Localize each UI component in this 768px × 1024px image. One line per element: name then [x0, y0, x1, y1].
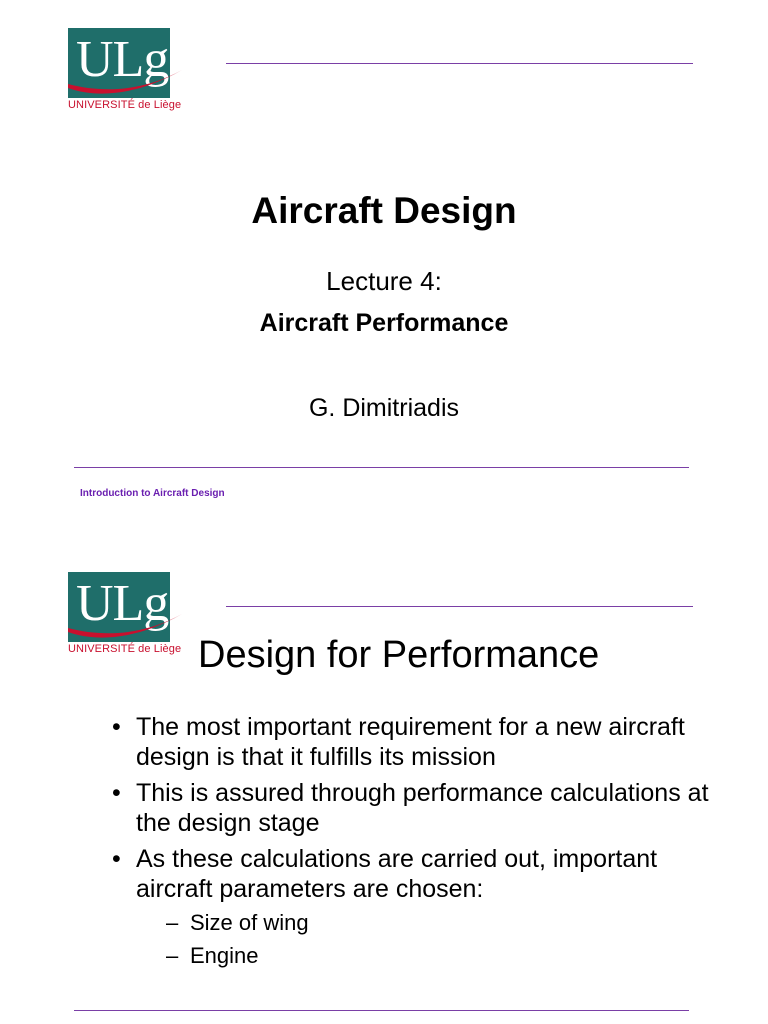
logo-letters: ULg [76, 31, 169, 88]
lecture-subtitle: Aircraft Performance [259, 309, 509, 337]
sub-bullet-list [136, 906, 732, 972]
logo-letters: ULg [76, 575, 169, 632]
ulg-logo [66, 28, 184, 114]
list-item [112, 778, 732, 838]
logo-university-name: UNIVERSITÉ de Liège [68, 643, 182, 655]
bullet-icon: • [112, 713, 121, 741]
footer-course-name: Introduction to Aircraft Design [80, 488, 225, 499]
slide-heading: Design for Performance [198, 634, 600, 676]
author-name: G. Dimitriadis [308, 394, 459, 422]
sub-bullet-text: Engine [190, 943, 259, 968]
logo-swoosh-icon [66, 64, 184, 100]
lecture-number: Lecture 4: [326, 266, 442, 296]
list-item [112, 712, 732, 772]
bullet-text: As these calculations are carried out, important aircraft parameters are chosen: [136, 845, 658, 903]
bullet-text: The most important requirement for a new aircraft design is that it fulfills its mission [136, 713, 685, 771]
dash-icon: – [166, 943, 179, 968]
header-rule [226, 63, 693, 64]
header-rule [226, 606, 693, 607]
sub-list-item [136, 906, 732, 939]
bullet-list [112, 712, 732, 978]
list-item [112, 844, 732, 972]
bullet-text: This is assured through performance calculations at the design stage [136, 779, 709, 837]
ulg-logo [66, 572, 184, 658]
presentation-title: Aircraft Design [251, 190, 517, 231]
footer-rule [74, 1010, 689, 1011]
dash-icon: – [166, 910, 179, 935]
bullet-icon: • [112, 779, 121, 807]
slide-design-for-performance [0, 512, 768, 1024]
sub-bullet-text: Size of wing [190, 910, 309, 935]
sub-list-item [136, 939, 732, 972]
footer-rule [74, 467, 689, 468]
logo-university-name: UNIVERSITÉ de Liège [68, 99, 182, 111]
bullet-icon: • [112, 845, 121, 873]
logo-swoosh-icon [66, 608, 184, 644]
